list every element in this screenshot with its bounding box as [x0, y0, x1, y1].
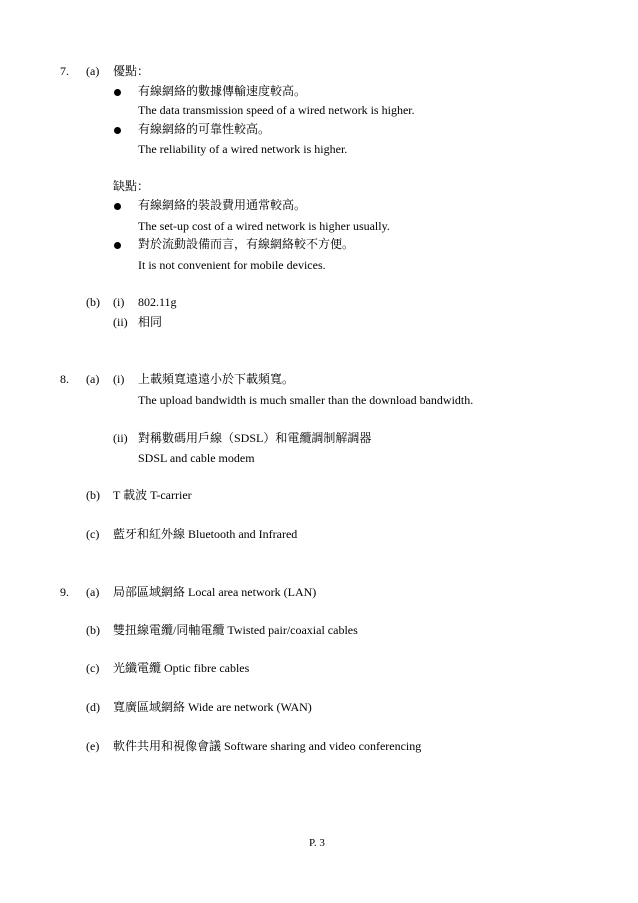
- q7-advantages-heading: 優點：: [113, 64, 150, 78]
- q9-part-c-text: 光纖電纜 Optic fibre cables: [113, 661, 250, 675]
- q7-part-a-label: (a): [86, 64, 100, 78]
- q7-b-i-value: 802.11g: [138, 295, 177, 309]
- q8-a-ii-label: (ii): [113, 431, 128, 445]
- bullet-icon: [114, 89, 121, 96]
- q7-advantage-1-en: The data transmission speed of a wired network is higher.: [138, 103, 415, 117]
- q8-a-i-en: The upload bandwidth is much smaller than the download bandwidth.: [138, 393, 474, 407]
- q8-part-b-text: T 載波 T-carrier: [113, 488, 192, 502]
- q9-part-b-label: (b): [86, 623, 100, 637]
- bullet-icon: [114, 127, 121, 134]
- q7-disadvantage-1-zh: 有線網絡的裝設費用通常較高。: [138, 198, 307, 212]
- q8-a-ii-zh: 對稱數碼用戶線（SDSL）和電纜調制解調器: [138, 431, 372, 445]
- q7-advantage-2-zh: 有線網絡的可靠性較高。: [138, 122, 271, 136]
- page-number: P. 3: [309, 837, 325, 849]
- q9-part-b-text: 雙扭線電纜/同軸電纜 Twisted pair/coaxial cables: [113, 623, 358, 637]
- q7-disadvantage-1-en: The set-up cost of a wired network is higher usually.: [138, 219, 390, 233]
- q7-part-b-label: (b): [86, 295, 100, 309]
- q8-part-c-label: (c): [86, 527, 100, 541]
- q9-part-e-label: (e): [86, 739, 100, 753]
- q7-advantage-2-en: The reliability of a wired network is higher.: [138, 142, 348, 156]
- q9-part-c-label: (c): [86, 661, 100, 675]
- q7-b-ii-label: (ii): [113, 315, 128, 329]
- q9-part-a-label: (a): [86, 585, 100, 599]
- question-7-number: 7.: [60, 64, 69, 78]
- q8-a-ii-en: SDSL and cable modem: [138, 451, 255, 465]
- q8-part-b-label: (b): [86, 488, 100, 502]
- q7-b-ii-value: 相同: [138, 315, 163, 329]
- q7-b-i-label: (i): [113, 295, 125, 309]
- question-9-number: 9.: [60, 585, 69, 599]
- q9-part-a-text: 局部區域網絡 Local area network (LAN): [113, 585, 317, 599]
- bullet-icon: [114, 242, 121, 249]
- q9-part-d-label: (d): [86, 700, 100, 714]
- q8-part-a-label: (a): [86, 372, 100, 386]
- q9-part-e-text: 軟件共用和視像會議 Software sharing and video conferencing: [113, 739, 422, 753]
- q7-advantage-1-zh: 有線網絡的數據傳輸速度較高。: [138, 84, 307, 98]
- q8-a-i-label: (i): [113, 372, 125, 386]
- question-8-number: 8.: [60, 372, 69, 386]
- q7-disadvantages-heading: 缺點：: [113, 179, 150, 193]
- q8-a-i-zh: 上載頻寬遠遠小於下載頻寬。: [138, 372, 295, 386]
- q9-part-d-text: 寬廣區域網絡 Wide are network (WAN): [113, 700, 312, 714]
- q8-part-c-text: 藍牙和紅外線 Bluetooth and Infrared: [113, 527, 298, 541]
- q7-disadvantage-2-en: It is not convenient for mobile devices.: [138, 258, 326, 272]
- q7-disadvantage-2-zh: 對於流動設備而言，有線網絡較不方便。: [138, 237, 355, 251]
- bullet-icon: [114, 203, 121, 210]
